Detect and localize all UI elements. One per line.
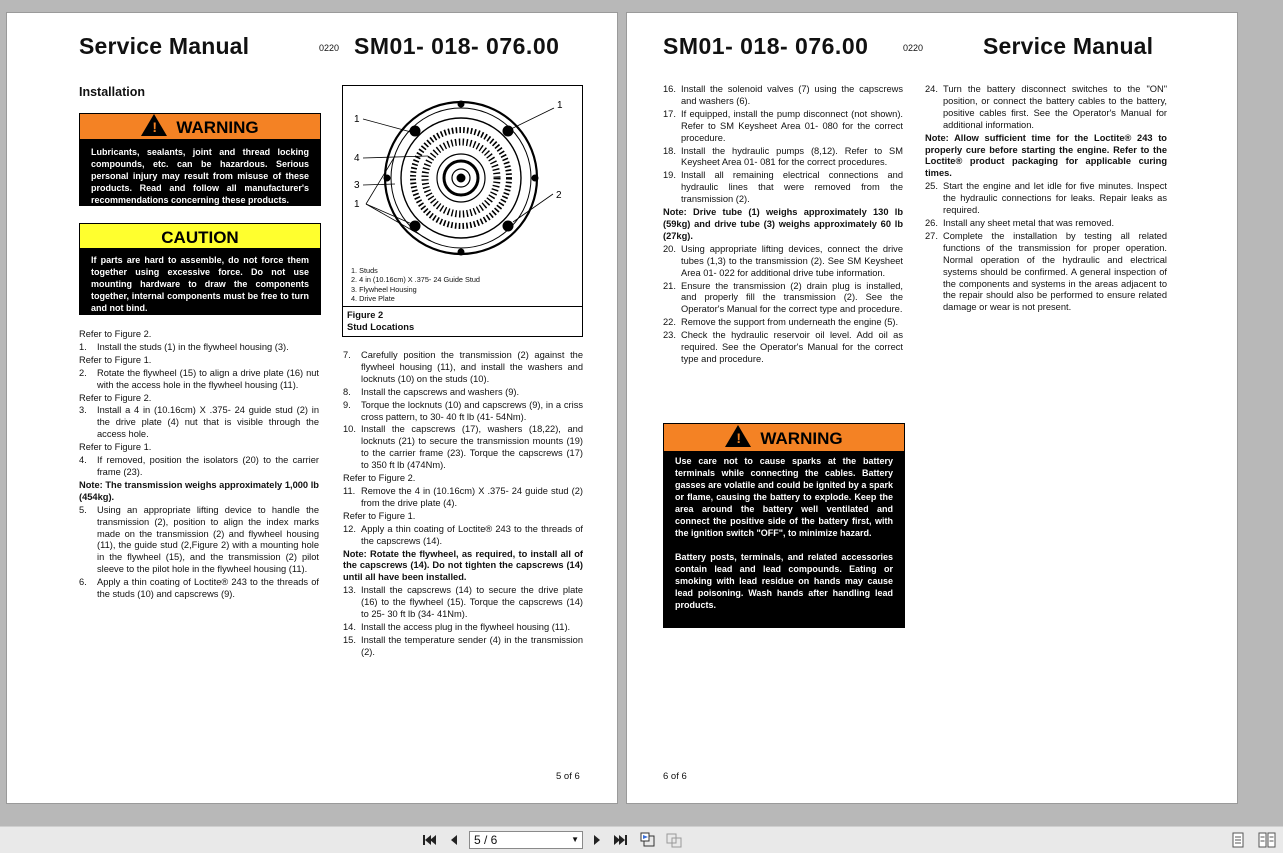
- prev-page-icon[interactable]: [446, 832, 462, 848]
- step-number: 13.: [343, 585, 356, 596]
- battery-warning-box: [663, 423, 905, 628]
- callout-flywheel-housing: 3: [354, 180, 360, 191]
- step-number: 16.: [663, 84, 676, 94]
- step-text: Install the capscrews (17), washers (18,22), and locknuts (21) to secure the transmission mounts (19) to the carrier frame (23). Torque the capscrews (17) to 350 ft lb (474Nm).: [361, 424, 583, 471]
- callout-studs-top-right: 1: [557, 100, 563, 111]
- step-number: 12.: [343, 523, 356, 534]
- step-number: 8.: [343, 386, 351, 397]
- step-item: [663, 109, 903, 145]
- legend-item: 4. Drive Plate: [351, 294, 395, 304]
- page6-left-column: [663, 84, 903, 367]
- page-selector-value: 5 / 6: [474, 833, 498, 847]
- step-item: [79, 577, 319, 601]
- step-item: [663, 281, 903, 317]
- step-text: If equipped, install the pump disconnect (not shown). Refer to SM Keysheet Area 01- 080 for the correct procedure.: [681, 108, 903, 143]
- page5-right-column: [343, 350, 583, 660]
- step-number: 27.: [925, 230, 938, 241]
- caution-box: [79, 223, 321, 315]
- page-number: 5 of 6: [556, 771, 580, 782]
- facing-view-icon[interactable]: [666, 832, 682, 848]
- step-item: [343, 350, 583, 386]
- step-item: [663, 330, 903, 366]
- step-number: 22.: [663, 317, 676, 328]
- page6-right-column: [925, 84, 1167, 315]
- step-item: [343, 622, 583, 634]
- step-number: 4.: [79, 455, 87, 466]
- flywheel-drawing: [343, 86, 582, 266]
- note-text: Note: Allow sufficient time for the Loctite® 243 to properly cure before starting the engine. Refer to the Loctite® product packaging for applicable curing times.: [925, 132, 1167, 179]
- page-5: [6, 12, 618, 804]
- step-text: Check the hydraulic reservoir oil level. Add oil as required. See the Operator's Manual for the correct type and procedure.: [681, 330, 903, 364]
- step-text: Complete the installation by testing all related functions of the transmission for proper operation. Normal operation of the hydraulic and electrical systems should be confirmed. A general inspection of the components and systems in the areas adjacent to the repair should also be performed to ensure related damage or wear is not present.: [943, 230, 1167, 313]
- step-text: Install the access plug in the flywheel housing (11).: [361, 621, 571, 632]
- single-page-icon[interactable]: [1230, 832, 1246, 848]
- step-text: Install the temperature sender (4) in the transmission (2).: [361, 634, 583, 657]
- caution-header: CAUTION: [79, 223, 321, 249]
- reference-text: Refer to Figure 1.: [79, 442, 152, 453]
- step-number: 26.: [925, 217, 938, 228]
- step-text: Turn the battery disconnect switches to the "ON" position, or connect the battery cables to the battery, positive cables first. See the Operator's Manual for additional information.: [943, 84, 1167, 130]
- step-item: [79, 455, 319, 479]
- step-text: Install all remaining electrical connections and hydraulic lines that were removed from the transmission (2).: [681, 170, 903, 205]
- step-number: 9.: [343, 399, 351, 410]
- step-text: Using an appropriate lifting device to handle the transmission (2), position to align the index marks made on the transmission (2) and flywheel housing (11), the guide stud (2,Figure 2) with a mounting hole in the flywheel (15), and the transmission (2) pilot sleeve to the pilot hole in the flywheel housing (11).: [97, 504, 319, 575]
- next-page-icon[interactable]: [589, 832, 605, 848]
- page-6: [626, 12, 1238, 804]
- step-item: [925, 84, 1167, 132]
- reference-text: Refer to Figure 2.: [79, 392, 152, 403]
- step-text: Using appropriate lifting devices, connect the drive tubes (1,3) to the transmission (2). See SM Keysheet Area 01- 022 for additional drive tube information.: [681, 243, 903, 278]
- step-item: [79, 405, 319, 441]
- step-item: [343, 424, 583, 472]
- legend-item: 3. Flywheel Housing: [351, 284, 417, 294]
- two-page-icon[interactable]: [1258, 832, 1274, 848]
- step-text: Apply a thin coating of Loctite® 243 to the threads of the studs (10) and capscrews (9).: [97, 577, 319, 600]
- callout-studs-bottom-left: 1: [354, 199, 360, 210]
- step-number: 6.: [79, 577, 87, 588]
- step-number: 18.: [663, 145, 676, 156]
- reference-text: Refer to Figure 2.: [343, 473, 416, 484]
- step-item: [79, 342, 319, 354]
- step-item: [925, 231, 1167, 314]
- step-text: Install the hydraulic pumps (8,12). Refer to SM Keysheet Area 01- 081 for the correct procedures.: [681, 145, 903, 168]
- step-item: [343, 387, 583, 399]
- page5-left-column: [79, 329, 319, 602]
- warning-text-lead: Battery posts, terminals, and related accessories contain lead and lead compounds. Eating or smoking with lead residue on hands may cause lead poisoning. Wash hands after handling lead products.: [675, 552, 893, 610]
- note-text: Note: The transmission weighs approximately 1,000 lb (454kg).: [79, 479, 319, 502]
- figure-2: [342, 85, 583, 337]
- step-item: [343, 400, 583, 424]
- step-item: [79, 368, 319, 392]
- step-number: 5.: [79, 504, 87, 515]
- warning-triangle-icon: !: [725, 425, 751, 447]
- step-number: 23.: [663, 330, 676, 341]
- step-item: [343, 524, 583, 548]
- figure-number: Figure 2: [347, 310, 384, 320]
- figure-title: Stud Locations: [347, 321, 415, 332]
- warning-header: [79, 113, 321, 140]
- note-text: Note: Rotate the flywheel, as required, to install all of the capscrews (14). Do not tighten the capscrews (14) until all have been installed.: [343, 548, 583, 583]
- step-text: Install the capscrews (14) to secure the drive plate (16) to the flywheel (15). Torque the capscrews (14) to 25- 30 ft lb (34- 41Nm).: [361, 585, 583, 620]
- document-number: SM01- 018- 076.00: [663, 33, 869, 59]
- step-number: 19.: [663, 170, 676, 181]
- step-item: [663, 84, 903, 108]
- figure-caption: [343, 306, 582, 336]
- step-text: If removed, position the isolators (20) to the carrier frame (23).: [97, 455, 319, 477]
- step-number: 20.: [663, 243, 676, 254]
- step-item: [663, 146, 903, 170]
- chevron-down-icon: ▼: [571, 835, 579, 844]
- header-title: Service Manual: [79, 33, 250, 59]
- step-text: Remove the support from underneath the engine (5).: [681, 317, 899, 328]
- step-number: 10.: [343, 424, 356, 435]
- step-text: Remove the 4 in (10.16cm) X .375- 24 guide stud (2) from the drive plate (4).: [361, 485, 583, 508]
- step-text: Torque the locknuts (10) and capscrews (9), in a criss cross pattern, to 30- 40 ft lb (41- 54Nm).: [361, 399, 583, 422]
- step-text: Install the solenoid valves (7) using the capscrews and washers (6).: [681, 84, 903, 106]
- callout-guide-stud: 2: [556, 190, 562, 201]
- step-text: Apply a thin coating of Loctite® 243 to the threads of the capscrews (14).: [361, 523, 583, 546]
- warning-text: Lubricants, sealants, joint and thread locking compounds, etc. can be hazardous. Serious personal injury may result from misuse of these products. Read and follow all manufacturer's recommendations concerning these products.: [91, 147, 309, 205]
- step-text: Carefully position the transmission (2) against the flywheel housing (11), and install the washers and locknuts (10) on the studs (10).: [361, 350, 583, 384]
- step-text: Rotate the flywheel (15) to align a drive plate (16) nut with the access hole in the flywheel housing (11).: [97, 367, 319, 390]
- step-item: [663, 170, 903, 206]
- warning-header: [663, 423, 905, 452]
- reference-text: Refer to Figure 2.: [79, 329, 152, 339]
- page-selector[interactable]: [469, 831, 583, 849]
- step-number: 14.: [343, 621, 356, 632]
- step-item: [343, 635, 583, 659]
- step-number: 7.: [343, 350, 351, 360]
- continuous-view-icon[interactable]: [640, 832, 656, 848]
- step-number: 3.: [79, 405, 87, 416]
- step-item: [925, 181, 1167, 217]
- step-text: Install the capscrews and washers (9).: [361, 386, 520, 397]
- document-number: SM01- 018- 076.00: [354, 33, 560, 59]
- step-text: Start the engine and let idle for five minutes. Inspect the hydraulic connections for leaks. Repair leaks as required.: [943, 181, 1167, 216]
- step-text: Install a 4 in (10.16cm) X .375- 24 guide stud (2) in the drive plate (4) nut that is visible through the access hole.: [97, 405, 319, 440]
- step-number: 24.: [925, 84, 938, 94]
- step-number: 17.: [663, 108, 676, 119]
- header-code: 0220: [903, 43, 924, 53]
- step-item: [663, 317, 903, 329]
- note-text: Note: Drive tube (1) weighs approximately 130 lb (59kg) and drive tube (3) weighs approximately 60 lb (27kg).: [663, 207, 903, 241]
- step-number: 2.: [79, 367, 87, 378]
- section-heading: Installation: [79, 85, 145, 99]
- step-number: 25.: [925, 181, 938, 192]
- step-text: Install any sheet metal that was removed.: [943, 217, 1115, 228]
- step-number: 1.: [79, 341, 87, 352]
- viewer-toolbar: [0, 826, 1283, 853]
- step-number: 21.: [663, 280, 676, 291]
- step-number: 11.: [343, 485, 356, 496]
- step-item: [343, 486, 583, 510]
- reference-text: Refer to Figure 1.: [79, 354, 152, 365]
- step-text: Ensure the transmission (2) drain plug is installed, and properly fill the transmission (2). See the Operator's Manual for the correct type and procedure.: [681, 280, 903, 315]
- warning-label: WARNING: [176, 118, 259, 137]
- legend-item: 1. Studs: [351, 266, 378, 275]
- step-number: 15.: [343, 634, 356, 645]
- legend-item: 2. 4 in (10.16cm) X .375- 24 Guide Stud: [351, 275, 480, 285]
- first-page-icon[interactable]: [421, 832, 437, 848]
- callout-studs-top-left: 1: [354, 114, 360, 125]
- warning-text-sparks: Use care not to cause sparks at the battery terminals while connecting the cables. Battery gasses are volatile and could be ignited by a spark or flame, causing the battery to explode. Keep the area around the battery well ventilated and connect the positive side of the battery first, with the ignition switch "OFF", to minimize hazard.: [675, 456, 893, 538]
- reference-text: Refer to Figure 1.: [343, 510, 416, 521]
- caution-text: If parts are hard to assemble, do not force them together using excessive force. Do not use mounting hardware to draw the components together, internal components must be free to turn and not bind.: [91, 255, 309, 313]
- step-item: [343, 585, 583, 621]
- step-text: Install the studs (1) in the flywheel housing (3).: [97, 341, 289, 352]
- header-code: 0220: [319, 43, 340, 53]
- callout-drive-plate: 4: [354, 153, 360, 164]
- page-number: 6 of 6: [663, 771, 687, 782]
- step-item: [663, 244, 903, 280]
- last-page-icon[interactable]: [613, 832, 629, 848]
- warning-triangle-icon: !: [141, 114, 167, 136]
- figure-legend: [351, 266, 480, 304]
- step-item: [79, 505, 319, 576]
- step-item: [925, 218, 1167, 230]
- warning-label: WARNING: [760, 429, 843, 448]
- header-title: Service Manual: [983, 33, 1154, 59]
- warning-box: [79, 113, 321, 206]
